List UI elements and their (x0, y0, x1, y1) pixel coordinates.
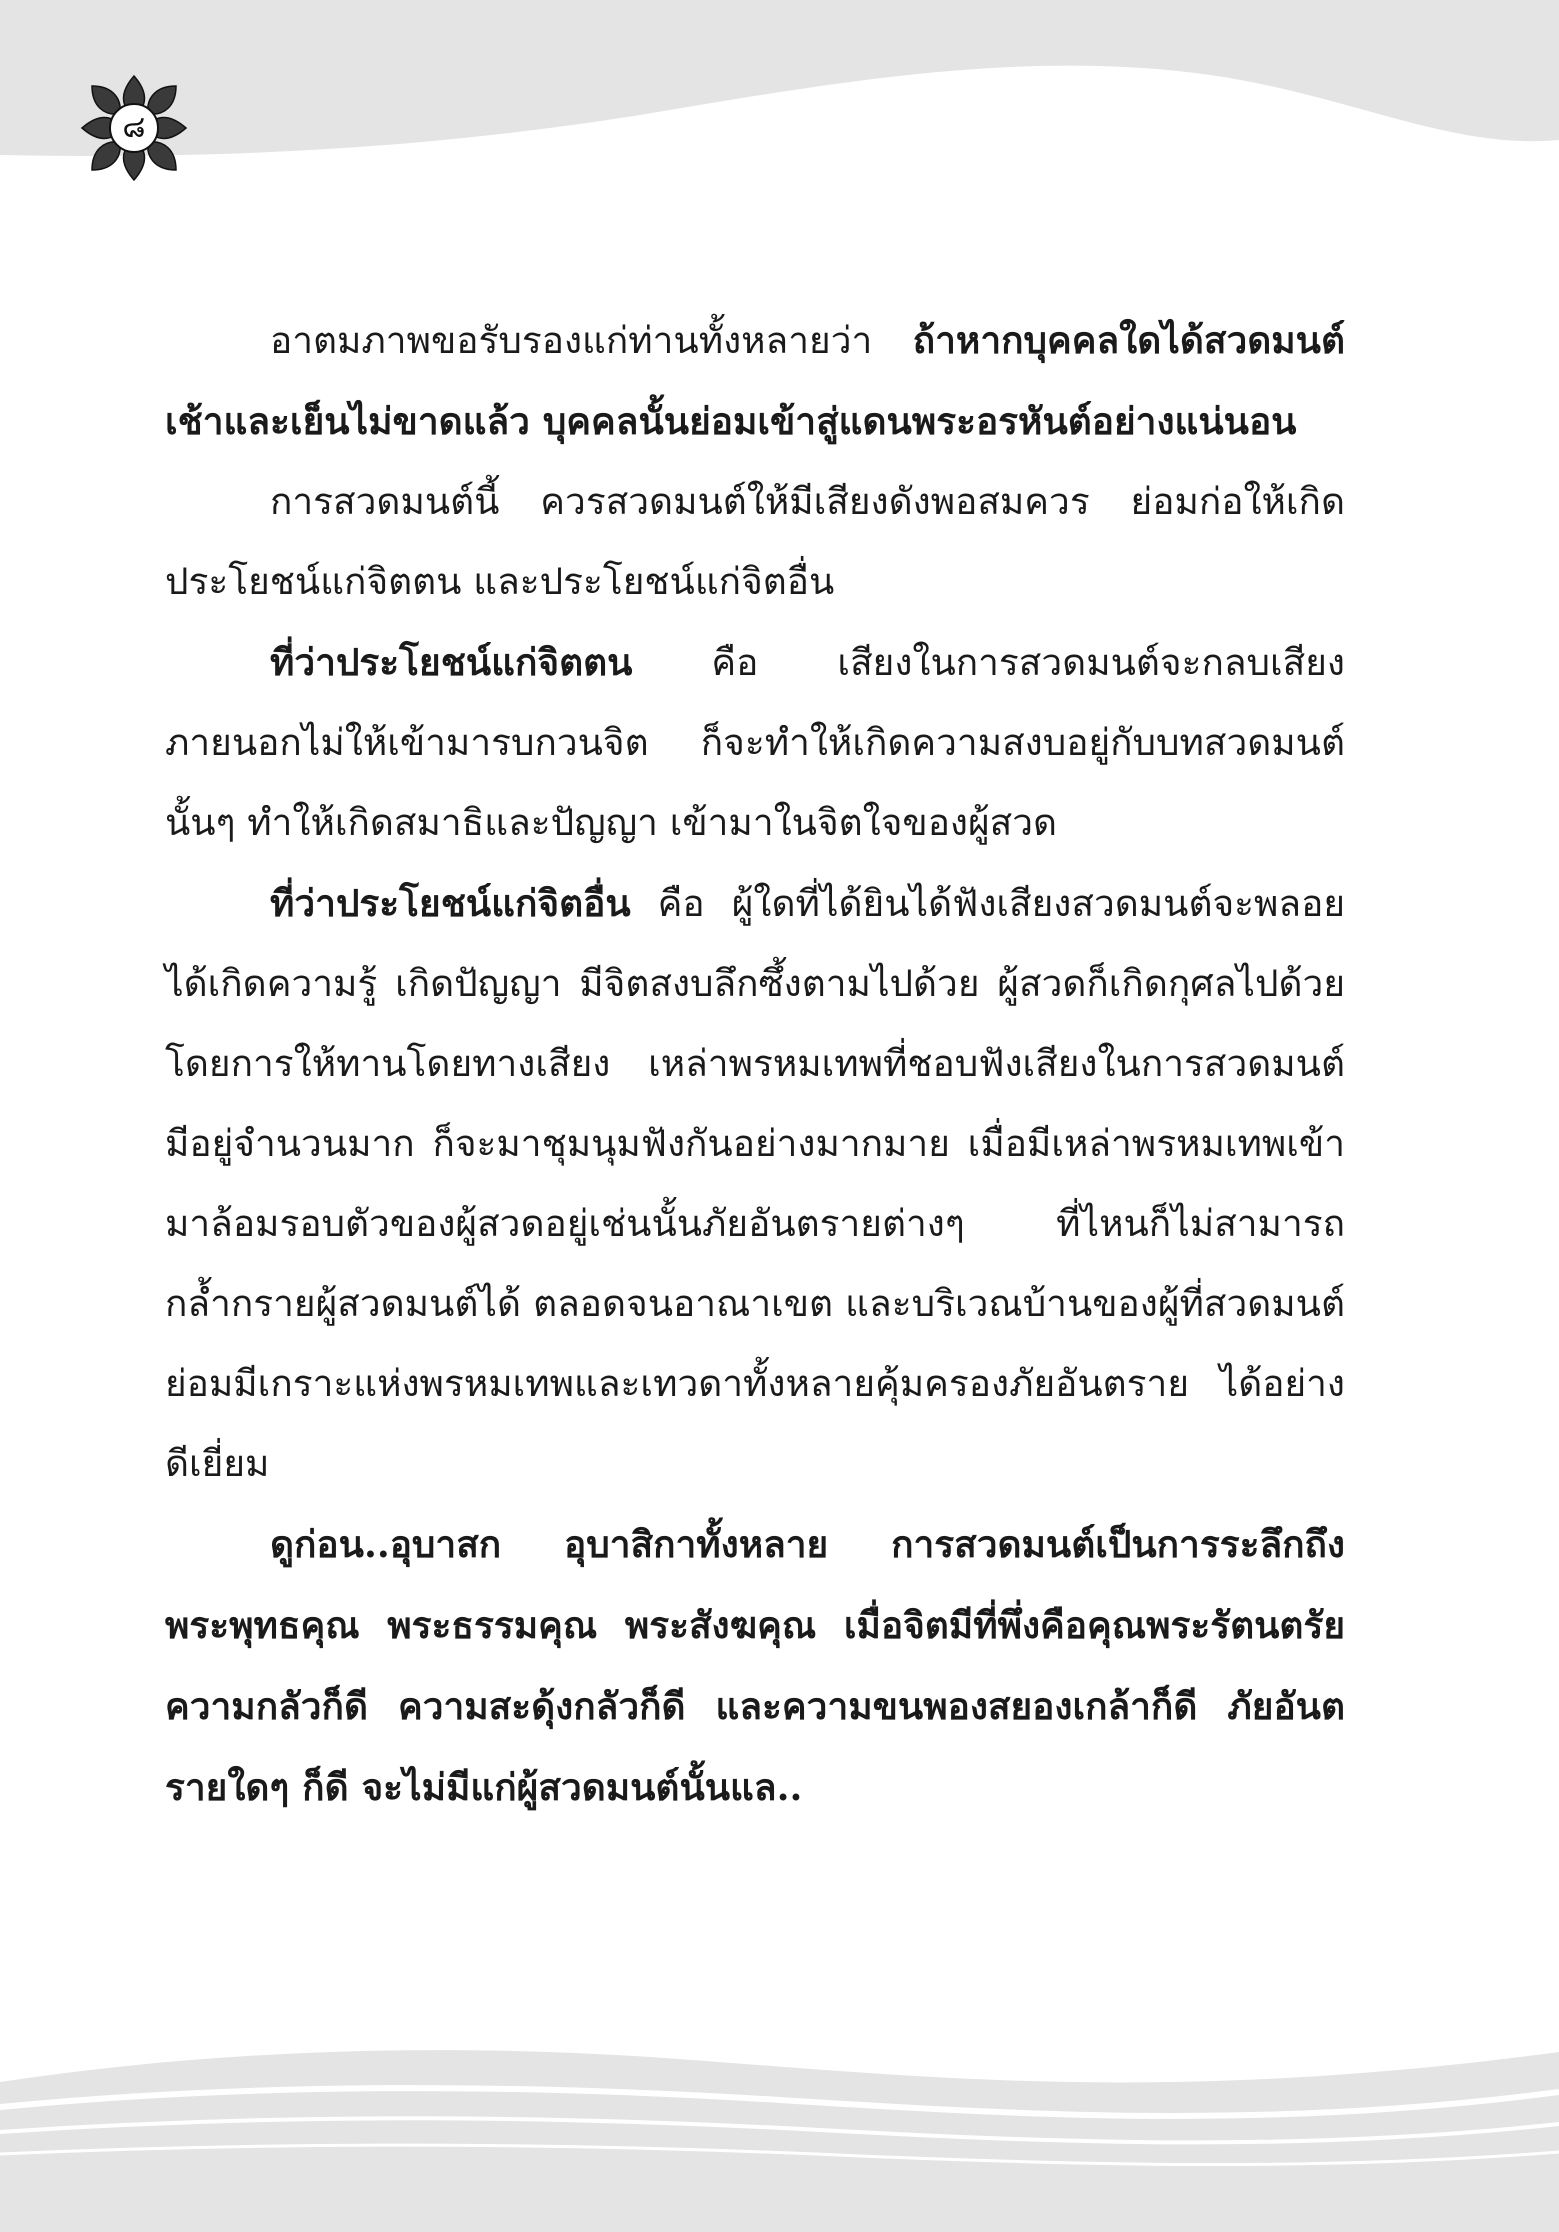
paragraph-3-text: คือ เสียงในการสวดมนต์จะกลบเสียงภายนอกไม่ให้เข้ามารบกวนจิต ก็จะทำให้เกิดความสงบอยู่กับบทสวดมนต์นั้นๆ ทำให้เกิดสมาธิและปัญญา เข้ามาในจิตใจของผู้สวด (165, 641, 1345, 844)
bottom-wave-decoration (0, 2012, 1559, 2232)
top-wave-decoration (0, 0, 1559, 190)
paragraph-3 (165, 622, 1345, 863)
paragraph-1 (165, 300, 1345, 462)
paragraph-2-text: การสวดมนต์นี้ ควรสวดมนต์ให้มีเสียงดังพอสมควร ย่อมก่อให้เกิดประโยชน์แก่จิตตน และประโยชน์แก่จิตอื่น (165, 480, 1345, 603)
paragraph-4-text: คือ ผู้ใดที่ได้ยินได้ฟังเสียงสวดมนต์จะพลอยได้เกิดความรู้ เกิดปัญญา มีจิตสงบลึกซึ้งตามไปด้วย ผู้สวดก็เกิดกุศลไปด้วยโดยการให้ทานโดยทางเสียง เหล่าพรหมเทพที่ชอบฟังเสียงในการสวดมนต์ มีอยู่จำนวนมาก ก็จะมาชุมนุมฟังกันอย่างมากมาย เมื่อมีเหล่าพรหมเทพเข้ามาล้อมรอบตัวของผู้สวดอยู่เช่นนั้นภัยอันตรายต่างๆ ที่ไหนก็ไม่สามารถกล้ำกรายผู้สวดมนต์ได้ ตลอดจนอาณาเขต และบริเวณบ้านของผู้ที่สวดมนต์ ย่อมมีเกราะแห่งพรหมเทพและเทวดาทั้งหลายคุ้มครองภัยอันตราย ได้อย่างดีเยี่ยม (165, 882, 1345, 1485)
paragraph-4 (165, 863, 1345, 1504)
paragraph-2 (165, 462, 1345, 622)
paragraph-4-heading: ที่ว่าประโยชน์แก่จิตอื่น (270, 881, 631, 925)
page-number: ๘ (122, 110, 146, 145)
paragraph-5-text: ดูก่อน..อุบาสก อุบาสิกาทั้งหลาย การสวดมนต์เป็นการระลึกถึงพระพุทธคุณ พระธรรมคุณ พระสังฆคุณ เมื่อจิตมีที่พึ่งคือคุณพระรัตนตรัย ความกลัวก็ดี ความสะดุ้งกลัวก็ดี และความขนพองสยองเกล้าก็ดี ภัยอันตรายใดๆ ก็ดี จะไม่มีแก่ผู้สวดมนต์นั้นแล.. (165, 1522, 1345, 1809)
paragraph-1-emphasis: ถ้าหากบุคคลใดได้สวดมนต์เช้าและเย็นไม่ขาดแล้ว บุคคลนั้นย่อมเข้าสู่แดนพระอรหันต์อย่างแน่นอน (165, 318, 1345, 443)
paragraph-5 (165, 1504, 1345, 1828)
document-body (165, 300, 1345, 1828)
page-number-badge (78, 72, 190, 184)
paragraph-1-text: อาตมภาพขอรับรองแก่ท่านทั้งหลายว่า (270, 319, 913, 362)
paragraph-3-heading: ที่ว่าประโยชน์แก่จิตตน (270, 640, 633, 684)
